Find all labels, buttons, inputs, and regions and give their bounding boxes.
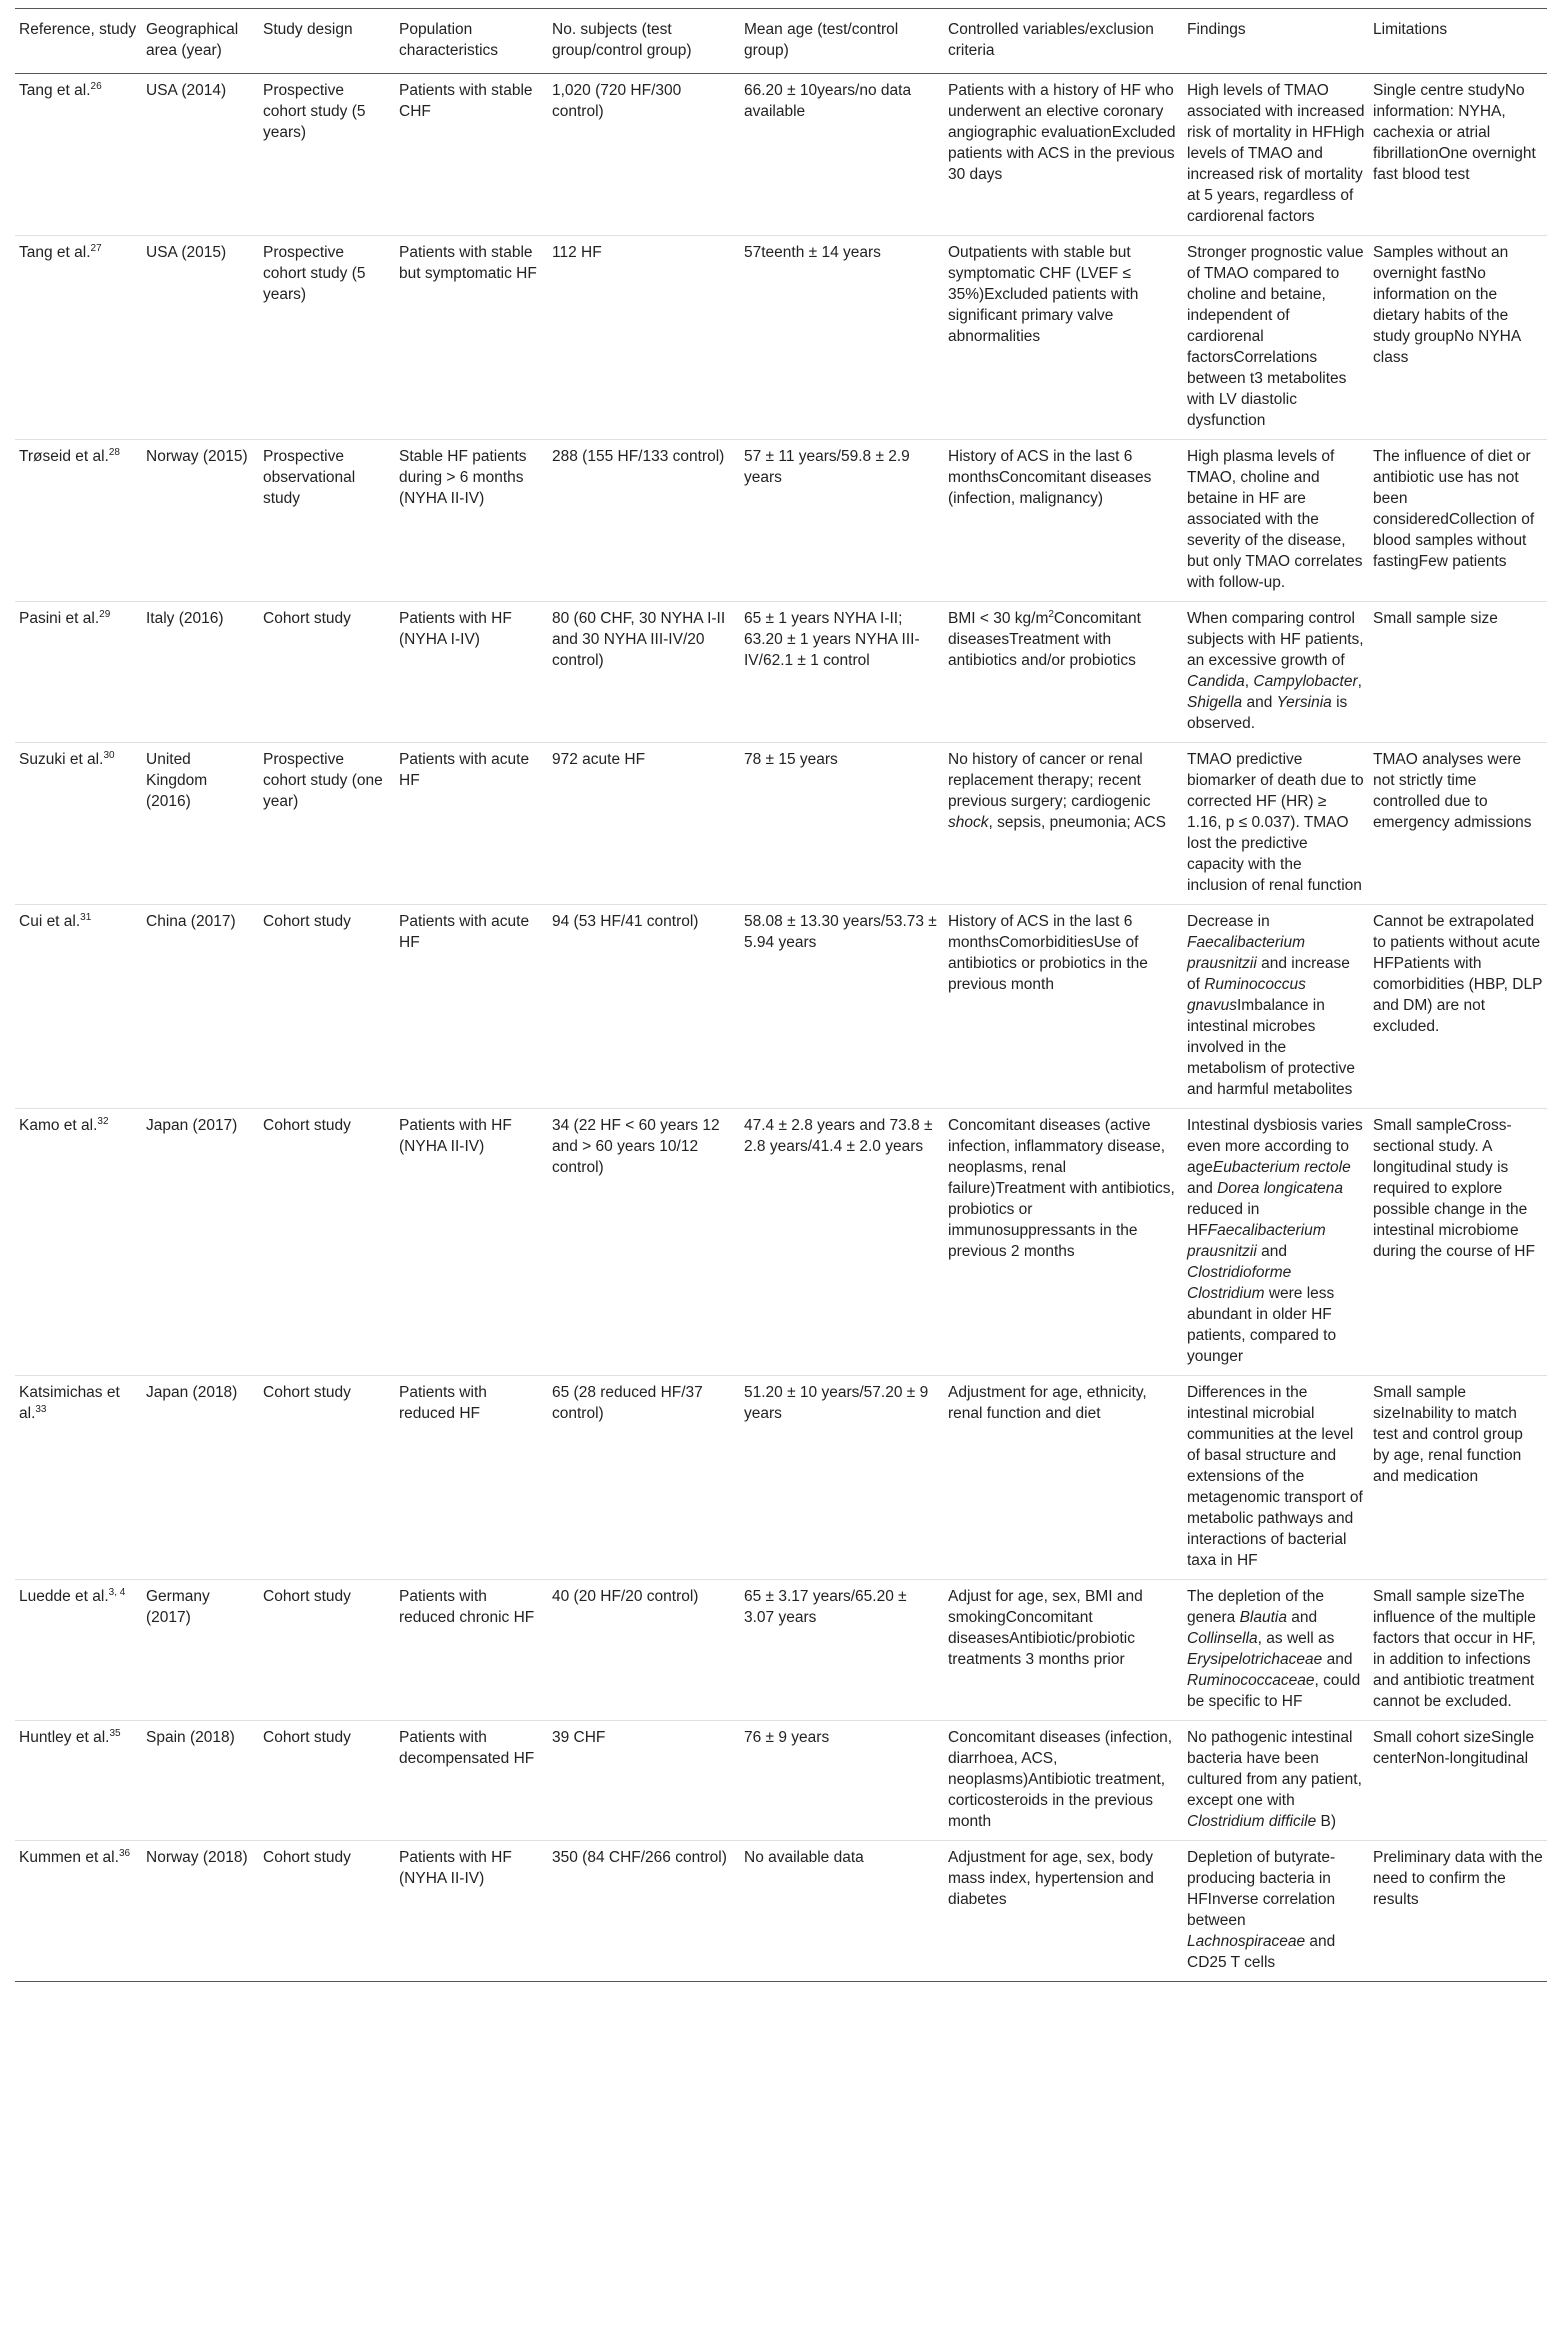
reference-text: Luedde et al. (19, 1588, 109, 1605)
reference-number: 28 (108, 446, 120, 458)
header-reference: Reference, study (15, 9, 142, 74)
cell-criteria (944, 602, 1183, 743)
cell-reference (15, 74, 142, 236)
cell-age: 65 ± 3.17 years/65.20 ± 3.07 years (744, 1588, 907, 1626)
cell-findings: Differences in the intestinal microbial communities at the level of basal structure and extensions of the metagenomic transport of metabolic pathways and interactions of bacterial taxa in HF (1187, 1384, 1363, 1569)
table-row (15, 236, 1547, 440)
cell-subjects: 80 (60 CHF, 30 NYHA I-II and 30 NYHA III-IV/20 control) (552, 610, 726, 669)
table-row (15, 1376, 1547, 1580)
header-limitations: Limitations (1369, 9, 1547, 74)
cell-subjects: 288 (155 HF/133 control) (552, 448, 725, 465)
reference-text: Trøseid et al. (19, 448, 109, 465)
header-population: Population characteristics (395, 9, 548, 74)
cell-criteria: History of ACS in the last 6 monthsComorbiditiesUse of antibiotics or probiotics in the previous month (948, 913, 1148, 993)
header-age: Mean age (test/control group) (740, 9, 944, 74)
cell-findings (1183, 1580, 1369, 1721)
cell-age: 58.08 ± 13.30 years/53.73 ± 5.94 years (744, 913, 937, 951)
findings-text: Decrease in (1187, 913, 1270, 930)
cell-age: 51.20 ± 10 years/57.20 ± 9 years (744, 1384, 929, 1422)
cell-reference (15, 905, 142, 1109)
cell-area: United Kingdom (2016) (146, 751, 208, 810)
cell-limitations: Cannot be extrapolated to patients without acute HFPatients with comorbidities (HBP, DLP and DM) are not excluded. (1373, 913, 1543, 1035)
taxon-name: Faecalibacterium prausnitzii (1187, 934, 1306, 972)
findings-text: and (1242, 694, 1277, 711)
cell-criteria: Concomitant diseases (infection, diarrhoea, ACS, neoplasms)Antibiotic treatment, corticosteroids in the previous month (948, 1729, 1173, 1830)
cell-area: China (2017) (146, 913, 236, 930)
studies-table (15, 8, 1547, 1982)
findings-text: and increase of (1187, 955, 1350, 993)
taxon-name: Clostridium difficile (1187, 1813, 1317, 1830)
cell-findings (1183, 602, 1369, 743)
findings-text: reduced in HF (1187, 1201, 1260, 1239)
cell-area: USA (2014) (146, 82, 227, 99)
cell-area: Italy (2016) (146, 610, 224, 627)
findings-text: When comparing control subjects with HF patients, an excessive growth of (1187, 610, 1364, 669)
cell-age: 65 ± 1 years NYHA I-II; 63.20 ± 1 years NYHA III-IV/62.1 ± 1 control (744, 610, 920, 669)
cell-design: Cohort study (263, 610, 351, 627)
cell-age: 47.4 ± 2.8 years and 73.8 ± 2.8 years/41.4 ± 2.0 years (744, 1117, 933, 1155)
reference-number: 31 (80, 911, 92, 923)
taxon-name: Shigella (1187, 694, 1243, 711)
cell-design: Prospective observational study (263, 448, 356, 507)
taxon-name: Erysipelotrichaceae (1187, 1651, 1323, 1668)
cell-age: 66.20 ± 10years/no data available (744, 82, 912, 120)
cell-findings: Stronger prognostic value of TMAO compared to choline and betaine, independent of cardiorenal factorsCorrelations between t3 metabolites with LV diastolic dysfunction (1187, 244, 1364, 429)
cell-reference (15, 602, 142, 743)
cell-findings: High plasma levels of TMAO, choline and betaine in HF are associated with the severity of the disease, but only TMAO correlates with follow-up. (1187, 448, 1363, 591)
cell-findings (1183, 1109, 1369, 1376)
table-row (15, 440, 1547, 602)
findings-text: No pathogenic intestinal bacteria have been cultured from any patient, except one with (1187, 1729, 1362, 1809)
table-row (15, 1580, 1547, 1721)
cell-design: Prospective cohort study (5 years) (263, 244, 366, 303)
cell-area: Japan (2017) (146, 1117, 238, 1134)
reference-text: Tang et al. (19, 82, 91, 99)
cell-age: 78 ± 15 years (744, 751, 838, 768)
cell-population: Patients with acute HF (399, 913, 530, 951)
cell-population: Patients with HF (NYHA II-IV) (399, 1117, 512, 1155)
findings-text: and (1322, 1651, 1353, 1668)
header-row (15, 9, 1547, 74)
reference-text: Huntley et al. (19, 1729, 110, 1746)
cell-area: Norway (2018) (146, 1849, 248, 1866)
table-row (15, 1721, 1547, 1841)
cell-findings (1183, 905, 1369, 1109)
findings-text: and CD25 T cells (1187, 1933, 1336, 1971)
findings-text: were less abundant in older HF patients, compared to younger (1187, 1285, 1337, 1365)
reference-text: Kamo et al. (19, 1117, 98, 1134)
header-subjects: No. subjects (test group/control group) (548, 9, 740, 74)
reference-number: 26 (90, 80, 102, 92)
cell-reference (15, 440, 142, 602)
findings-text: Depletion of butyrate-producing bacteria in HFInverse correlation between (1187, 1849, 1336, 1929)
findings-text: , (1357, 673, 1362, 690)
reference-number: 33 (35, 1403, 47, 1415)
taxon-name: Dorea longicatena (1217, 1180, 1343, 1197)
cell-population: Patients with stable but symptomatic HF (399, 244, 537, 282)
findings-text: , (1244, 673, 1254, 690)
taxon-name: Ruminococcaceae (1187, 1672, 1315, 1689)
cell-criteria: Adjustment for age, sex, body mass index, hypertension and diabetes (948, 1849, 1154, 1908)
cell-reference (15, 1841, 142, 1982)
findings-text: and (1187, 1180, 1218, 1197)
criteria-text: BMI < 30 kg/m (948, 610, 1049, 627)
taxon-name: Campylobacter (1253, 673, 1358, 690)
cell-limitations: Small cohort sizeSingle centerNon-longitudinal (1373, 1729, 1535, 1767)
cell-population: Patients with stable CHF (399, 82, 533, 120)
cell-subjects: 112 HF (552, 244, 602, 261)
cell-area: Germany (2017) (146, 1588, 210, 1626)
table-row (15, 74, 1547, 236)
cell-area: Japan (2018) (146, 1384, 238, 1401)
cell-population: Patients with HF (NYHA II-IV) (399, 1849, 512, 1887)
reference-text: Katsimichas et al. (19, 1384, 120, 1422)
cell-subjects: 350 (84 CHF/266 control) (552, 1849, 727, 1866)
cell-design: Prospective cohort study (one year) (263, 751, 383, 810)
findings-text: B) (1316, 1813, 1337, 1830)
cell-reference (15, 236, 142, 440)
cell-subjects: 39 CHF (552, 1729, 606, 1746)
cell-population: Patients with decompensated HF (399, 1729, 535, 1767)
reference-text: Suzuki et al. (19, 751, 104, 768)
reference-number: 30 (103, 749, 115, 761)
table-row (15, 602, 1547, 743)
header-area: Geographical area (year) (142, 9, 259, 74)
cell-reference (15, 1580, 142, 1721)
header-criteria: Controlled variables/exclusion criteria (944, 9, 1183, 74)
reference-text: Pasini et al. (19, 610, 100, 627)
cell-subjects: 40 (20 HF/20 control) (552, 1588, 699, 1605)
findings-text: , as well as (1257, 1630, 1335, 1647)
cell-area: USA (2015) (146, 244, 227, 261)
table-row (15, 1109, 1547, 1376)
cell-design: Prospective cohort study (5 years) (263, 82, 366, 141)
cell-population: Patients with reduced chronic HF (399, 1588, 535, 1626)
criteria-italic: shock (948, 814, 989, 831)
cell-limitations: TMAO analyses were not strictly time controlled due to emergency admissions (1373, 751, 1532, 831)
unit-exponent: 2 (1048, 608, 1054, 620)
cell-criteria: Patients with a history of HF who underwent an elective coronary angiographic evaluationExcluded patients with ACS in the previous 30 days (948, 82, 1176, 183)
cell-age: 57teenth ± 14 years (744, 244, 881, 261)
cell-limitations: Small sample sizeThe influence of the multiple factors that occur in HF, in addition to infections and antibiotic treatment cannot be excluded. (1373, 1588, 1536, 1710)
taxon-name: Faecalibacterium prausnitzii (1187, 1222, 1326, 1260)
header-design: Study design (259, 9, 395, 74)
cell-limitations: Small sampleCross-sectional study. A longitudinal study is required to explore possible change in the intestinal microbiome during the course of HF (1373, 1117, 1535, 1260)
taxon-name: Blautia (1239, 1609, 1287, 1626)
cell-subjects: 65 (28 reduced HF/37 control) (552, 1384, 703, 1422)
cell-criteria: Outpatients with stable but symptomatic CHF (LVEF ≤ 35%)Excluded patients with significant primary valve abnormalities (948, 244, 1139, 345)
criteria-text: Concomitant diseasesTreatment with antibiotics and/or probiotics (948, 610, 1141, 669)
criteria-text: , sepsis, pneumonia; ACS (988, 814, 1166, 831)
cell-reference (15, 1109, 142, 1376)
taxon-name: Yersinia (1276, 694, 1332, 711)
cell-population: Stable HF patients during > 6 months (NYHA II-IV) (399, 448, 527, 507)
cell-reference (15, 743, 142, 905)
cell-design: Cohort study (263, 1729, 351, 1746)
cell-criteria: Concomitant diseases (active infection, inflammatory disease, neoplasms, renal failure)Treatment with antibiotics, probiotics or immunosuppressants in the previous 2 months (948, 1117, 1175, 1260)
cell-limitations: The influence of diet or antibiotic use has not been consideredCollection of blood samples without fastingFew patients (1373, 448, 1535, 570)
taxon-name: Candida (1187, 673, 1245, 690)
reference-number: 32 (97, 1115, 109, 1127)
cell-subjects: 94 (53 HF/41 control) (552, 913, 699, 930)
cell-criteria: Adjustment for age, ethnicity, renal function and diet (948, 1384, 1147, 1422)
cell-limitations: Preliminary data with the need to confirm the results (1373, 1849, 1543, 1908)
findings-text: The depletion of the genera (1187, 1588, 1325, 1626)
reference-text: Tang et al. (19, 244, 91, 261)
cell-design: Cohort study (263, 1849, 351, 1866)
findings-text: Intestinal dysbiosis varies even more according to age (1187, 1117, 1363, 1176)
taxon-name: Clostridioforme Clostridium (1187, 1264, 1292, 1302)
reference-text: Cui et al. (19, 913, 81, 930)
cell-findings: TMAO predictive biomarker of death due to corrected HF (HR) ≥ 1.16, p ≤ 0.037). TMAO lost the predictive capacity with the inclusion of renal function (1187, 751, 1364, 894)
taxon-name: Lachnospiraceae (1187, 1933, 1306, 1950)
cell-findings: High levels of TMAO associated with increased risk of mortality in HFHigh levels of TMAO and increased risk of mortality at 5 years, regardless of cardiorenal factors (1187, 82, 1365, 225)
cell-findings (1183, 1721, 1369, 1841)
cell-subjects: 1,020 (720 HF/300 control) (552, 82, 682, 120)
cell-reference (15, 1721, 142, 1841)
table-header (15, 9, 1547, 74)
table-row (15, 1841, 1547, 1982)
cell-age: 76 ± 9 years (744, 1729, 830, 1746)
findings-text: and (1256, 1243, 1287, 1260)
reference-number: 3, 4 (108, 1586, 126, 1598)
reference-number: 29 (99, 608, 111, 620)
cell-subjects: 972 acute HF (552, 751, 646, 768)
cell-limitations: Small sample size (1373, 610, 1498, 627)
cell-criteria: History of ACS in the last 6 monthsConcomitant diseases (infection, malignancy) (948, 448, 1152, 507)
taxon-name: Eubacterium rectole (1212, 1159, 1351, 1176)
cell-population: Patients with reduced HF (399, 1384, 487, 1422)
findings-text: and (1286, 1609, 1318, 1626)
cell-findings (1183, 1841, 1369, 1982)
cell-design: Cohort study (263, 913, 351, 930)
cell-age: No available data (744, 1849, 864, 1866)
taxon-name: Collinsella (1187, 1630, 1258, 1647)
taxon-name: Ruminococcus gnavus (1187, 976, 1306, 1014)
reference-number: 27 (90, 242, 102, 254)
cell-design: Cohort study (263, 1384, 351, 1401)
cell-subjects: 34 (22 HF < 60 years 12 and > 60 years 10/12 control) (552, 1117, 720, 1176)
reference-text: Kummen et al. (19, 1849, 119, 1866)
cell-criteria (944, 743, 1183, 905)
cell-population: Patients with acute HF (399, 751, 530, 789)
table-body (15, 74, 1547, 1982)
cell-criteria: Adjust for age, sex, BMI and smokingConcomitant diseasesAntibiotic/probiotic treatments 3 months prior (948, 1588, 1143, 1668)
reference-number: 35 (109, 1727, 121, 1739)
findings-text: Imbalance in intestinal microbes involved in the metabolism of protective and harmful metabolites (1187, 997, 1355, 1098)
cell-area: Norway (2015) (146, 448, 248, 465)
cell-reference (15, 1376, 142, 1580)
table-row (15, 905, 1547, 1109)
reference-number: 36 (118, 1847, 131, 1859)
cell-limitations: Samples without an overnight fastNo information on the dietary habits of the study groupNo NYHA class (1373, 244, 1521, 366)
cell-age: 57 ± 11 years/59.8 ± 2.9 years (744, 448, 910, 486)
criteria-text: No history of cancer or renal replacement therapy; recent previous surgery; cardiogenic (948, 751, 1151, 810)
findings-text: , could be specific to HF (1187, 1672, 1361, 1710)
cell-limitations: Small sample sizeInability to match test and control group by age, renal function and medication (1373, 1384, 1523, 1485)
cell-population: Patients with HF (NYHA I-IV) (399, 610, 512, 648)
findings-text: is observed. (1187, 694, 1348, 732)
header-findings: Findings (1183, 9, 1369, 74)
table-row (15, 743, 1547, 905)
cell-limitations: Single centre studyNo information: NYHA, cachexia or atrial fibrillationOne overnight fast blood test (1373, 82, 1536, 183)
cell-area: Spain (2018) (146, 1729, 235, 1746)
cell-design: Cohort study (263, 1117, 351, 1134)
cell-design: Cohort study (263, 1588, 351, 1605)
